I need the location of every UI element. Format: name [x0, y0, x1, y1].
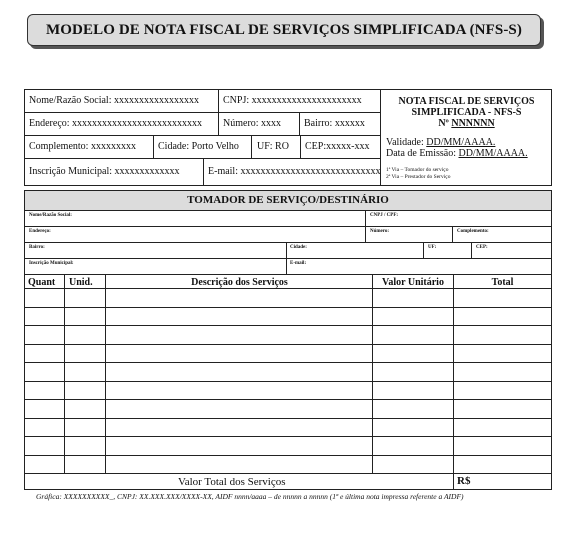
tomador-cep: CEP:	[476, 245, 488, 250]
table-row-line	[24, 455, 552, 456]
page-title: MODELO DE NOTA FISCAL DE SERVIÇOS SIMPLIFICADA (NFS-S)	[27, 14, 541, 46]
col-quant: Quant	[28, 277, 56, 288]
tomador-cidade: Cidade:	[290, 245, 307, 250]
tomador-complemento: Complemento:	[457, 229, 489, 234]
table-row-line	[24, 307, 552, 308]
emitente-uf: UF: RO	[257, 141, 289, 152]
col-descricao: Descrição dos Serviços	[191, 277, 288, 288]
emitente-complemento: Complemento: xxxxxxxxx	[29, 141, 136, 152]
tomador-inscricao: Inscrição Municipal:	[29, 261, 74, 266]
valor-total-moeda: R$	[457, 475, 471, 487]
nota-numero: Nº NNNNNN	[438, 118, 495, 129]
emitente-email: E-mail: xxxxxxxxxxxxxxxxxxxxxxxxxxxx	[208, 166, 381, 177]
emitente-endereco: Endereço: xxxxxxxxxxxxxxxxxxxxxxxxxx	[29, 118, 203, 129]
tomador-titulo: TOMADOR DE SERVIÇO/DESTINÁRIO	[25, 191, 551, 210]
tomador-endereco: Endereço:	[29, 229, 51, 234]
table-row-line	[24, 325, 552, 326]
tomador-cnpj: CNPJ / CPF:	[370, 213, 399, 218]
col-unid: Unid.	[69, 277, 93, 288]
emitente-nome: Nome/Razão Social: xxxxxxxxxxxxxxxxx	[29, 95, 199, 106]
tomador-numero: Número:	[370, 229, 390, 234]
nota-data-emissao: Data de Emissão: DD/MM/AAAA.	[386, 148, 528, 159]
emitente-numero: Número: xxxx	[223, 118, 282, 129]
table-row-line	[24, 436, 552, 437]
table-row-line	[24, 362, 552, 363]
nota-titulo-2: SIMPLIFICADA - NFS-S	[411, 107, 522, 118]
emitente-cnpj: CNPJ: xxxxxxxxxxxxxxxxxxxxxx	[223, 95, 362, 106]
tomador-email: E-mail:	[290, 261, 307, 266]
col-valor-unitario: Valor Unitário	[382, 277, 444, 288]
emitente-inscricao: Inscrição Municipal: xxxxxxxxxxxxx	[29, 166, 180, 177]
nota-via-1: 1ª Via – Tomador do serviço	[386, 167, 449, 173]
table-row-line	[24, 381, 552, 382]
tomador-uf: UF:	[428, 245, 437, 250]
nota-titulo-1: NOTA FISCAL DE SERVIÇOS	[398, 96, 535, 107]
rodape-grafica: Gráfica: XXXXXXXXXX_, CNPJ: XX.XXX.XXX/XXXX-XX, AIDF nnnn/aaaa – de nnnnn a nnnnn (1ª e última nota impressa referente a AIDF)	[36, 492, 464, 501]
emitente-cep: CEP:xxxxx-xxx	[305, 141, 370, 152]
col-total: Total	[491, 277, 514, 288]
nota-validade: Validade: DD/MM/AAAA.	[386, 137, 496, 148]
emitente-bairro: Bairro: xxxxxx	[304, 118, 365, 129]
table-row-line	[24, 418, 552, 419]
valor-total-label: Valor Total dos Serviços	[178, 476, 286, 488]
tomador-bairro: Bairro:	[29, 245, 45, 250]
table-row-line	[24, 399, 552, 400]
table-row-line	[24, 344, 552, 345]
tomador-nome: Nome/Razão Social:	[29, 213, 72, 218]
emitente-cidade: Cidade: Porto Velho	[158, 141, 239, 152]
nota-via-2: 2ª Via – Prestador do Serviço	[386, 174, 451, 180]
tomador-block	[24, 190, 552, 490]
